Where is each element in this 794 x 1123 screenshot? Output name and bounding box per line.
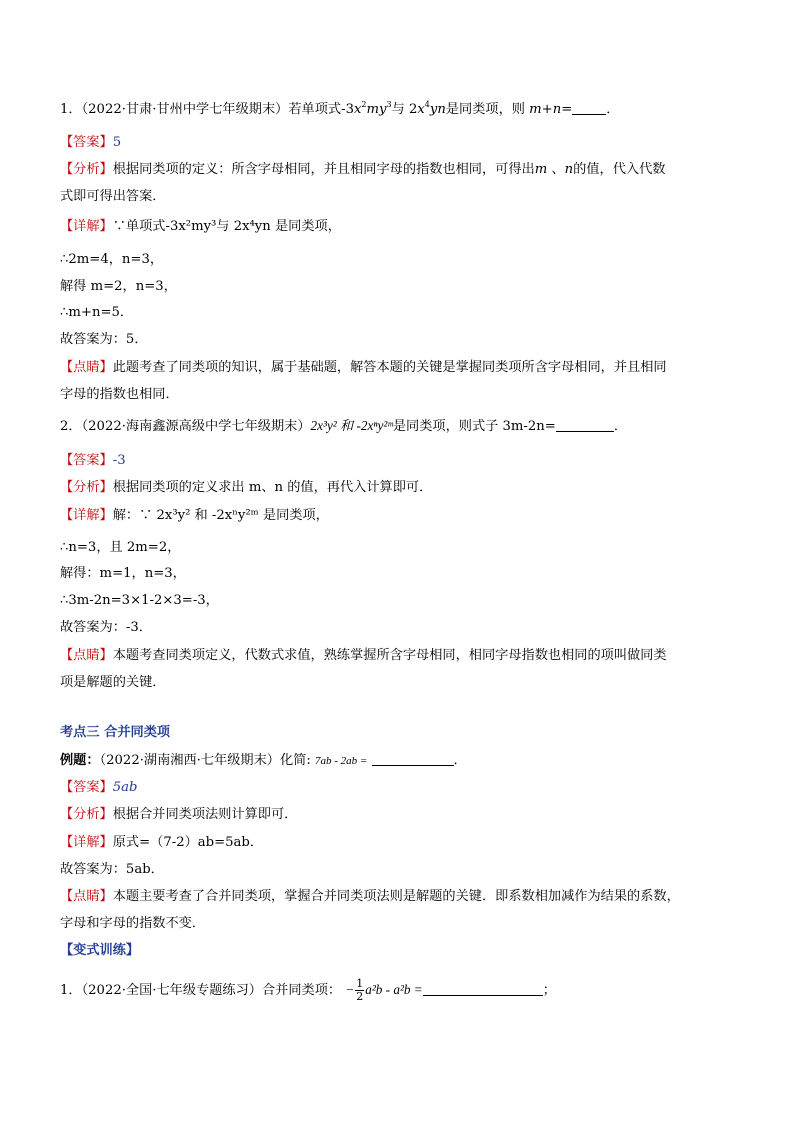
q3-frac-num: 1: [356, 977, 364, 990]
answer-value: 5: [112, 135, 122, 150]
q1-stem-suffix: 是同类项，则: [445, 102, 525, 117]
q1-step-3: ∴m+n=5．: [60, 305, 134, 320]
practice-heading: 【变式训练】: [60, 943, 140, 958]
q3-expr: a²b - a²b =: [365, 982, 423, 997]
answer-value: 5ab: [112, 780, 138, 795]
q1-step-4: 故答案为：5．: [60, 332, 148, 347]
example-comment-text: 本题主要考查了合并同类项，掌握合并同类项法则是解题的关键．即系数相加减作为结果的系数，: [112, 889, 680, 904]
example-comment-cont: 字母和字母的指数不变．: [60, 916, 206, 931]
q1-comment-text: 此题考查了同类项的知识，属于基础题，解答本题的关键是掌握同类项所含字母相同，并且相同: [112, 360, 667, 375]
q2-end: ．: [613, 419, 628, 434]
q1-analysis-sep: 、: [547, 162, 565, 177]
q1-stem-mid: 与 2: [391, 102, 418, 117]
q1-stem: [60, 100, 744, 120]
q3-end: ；: [542, 983, 556, 998]
q1-analysis-text: 根据同类项的定义：所含字母相同，并且相同字母的指数也相同，可得出: [112, 162, 535, 177]
q1-step-2: 解得 m=2，n=3，: [60, 279, 177, 294]
q2-step-3: ∴3m-2n=3×1-2×3=-3，: [60, 593, 219, 608]
q2-stem-suffix: 是同类项，则式子 3m-2n=: [392, 419, 556, 434]
q1-expr: m+n: [529, 102, 562, 117]
example-analysis: [60, 805, 744, 825]
q2-comment-text: 本题考查同类项定义，代数式求值，熟练掌握所含字母相同，相同字母指数也相同的项叫做同类: [112, 648, 667, 663]
q2-comment-cont: 项是解题的关键．: [60, 675, 166, 690]
detail-label: 【详解】: [60, 835, 113, 850]
q1-end: ．: [606, 102, 620, 117]
q2-step-4: 故答案为：-3．: [60, 620, 152, 635]
answer-label: 【答案】: [60, 780, 113, 795]
q1-answer: [60, 133, 744, 153]
q2-step-2: 解得：m=1，n=3，: [60, 566, 186, 581]
q1-sup-1: 2: [361, 100, 367, 109]
q1-comment-cont: 字母的指数也相同．: [60, 387, 179, 402]
q2-analysis-text: 根据同类项的定义求出 m、n 的值，再代入计算即可．: [112, 480, 433, 495]
q2-comment: [60, 646, 744, 666]
answer-label: 【答案】: [60, 135, 113, 150]
q1-analysis: [60, 160, 744, 180]
q1-sup-2: 3: [386, 100, 392, 109]
example-step-1: 故答案为：5ab．: [60, 862, 164, 877]
example-label: 例题：: [60, 753, 100, 768]
example-comment: [60, 887, 744, 907]
q2-stem: [60, 416, 744, 437]
section-title: 考点三 合并同类项: [60, 725, 171, 740]
analysis-label: 【分析】: [60, 480, 113, 495]
q1-comment: [60, 358, 744, 378]
q1-stem-prefix: 1．（2022·甘肃·甘州中学七年级期末）若单项式-3: [60, 102, 354, 117]
q1-sup-3: 4: [424, 100, 430, 109]
q3-neg-sign: −: [345, 982, 355, 997]
comment-label: 【点睛】: [60, 889, 113, 904]
example-stem: [60, 751, 744, 771]
example-end: ．: [453, 753, 467, 768]
q2-detail: [60, 506, 744, 526]
q2-stem-prefix: 2．（2022·海南鑫源高级中学七年级期末）: [60, 419, 311, 434]
q1-answer-blank: [572, 100, 606, 115]
q3-frac-den: 2: [356, 990, 364, 1003]
q3-fraction: [355, 978, 364, 1003]
q1-detail-text: ∵单项式-3x²my³与 2x⁴yn 是同类项，: [112, 219, 341, 234]
detail-label: 【详解】: [60, 219, 113, 234]
q2-analysis: [60, 478, 744, 498]
example-analysis-text: 根据合并同类项法则计算即可．: [112, 807, 298, 822]
q1-analysis-m: m: [534, 162, 548, 177]
q3-stem: [60, 978, 744, 1003]
comment-label: 【点睛】: [60, 648, 113, 663]
example-detail-text: 原式=（7-2）ab=5ab．: [112, 835, 264, 850]
q1-analysis-text-2: 的值，代入代数: [573, 162, 666, 177]
example-answer: [60, 778, 744, 798]
q3-stem-prefix: 1．（2022·全国·七年级专题练习）合并同类项：: [60, 983, 342, 998]
q1-analysis-n: n: [564, 162, 574, 177]
q2-step-1: ∴n=3，且 2m=2，: [60, 540, 181, 555]
q1-analysis-cont: 式即可得出答案．: [60, 189, 166, 204]
example-answer-blank: [372, 751, 454, 766]
q3-answer-blank: [423, 981, 543, 996]
q1-var-x2: x: [417, 102, 425, 117]
analysis-label: 【分析】: [60, 162, 113, 177]
q2-detail-text: 解：∵ 2x³y² 和 -2xⁿy²ᵐ 是同类项，: [112, 508, 329, 523]
detail-label: 【详解】: [60, 508, 113, 523]
comment-label: 【点睛】: [60, 360, 113, 375]
q1-eq: =: [561, 102, 573, 117]
q1-var-my: my: [366, 102, 387, 117]
q2-answer-blank: [556, 417, 614, 432]
example-detail: [60, 833, 744, 853]
q2-expr: 2x³y² 和 -2xⁿy²ᵐ: [310, 418, 393, 433]
analysis-label: 【分析】: [60, 807, 113, 822]
q1-detail: [60, 217, 744, 237]
answer-label: 【答案】: [60, 453, 113, 468]
example-stem-text: （2022·湖南湘西·七年级期末）化简:: [99, 753, 311, 768]
q2-answer: [60, 451, 744, 471]
q1-step-1: ∴2m=4，n=3，: [60, 252, 164, 267]
answer-value: -3: [112, 453, 126, 468]
example-expr: 7ab - 2ab =: [315, 755, 368, 767]
q1-var-yn: yn: [429, 102, 446, 117]
q1-var-x: x: [353, 102, 362, 117]
